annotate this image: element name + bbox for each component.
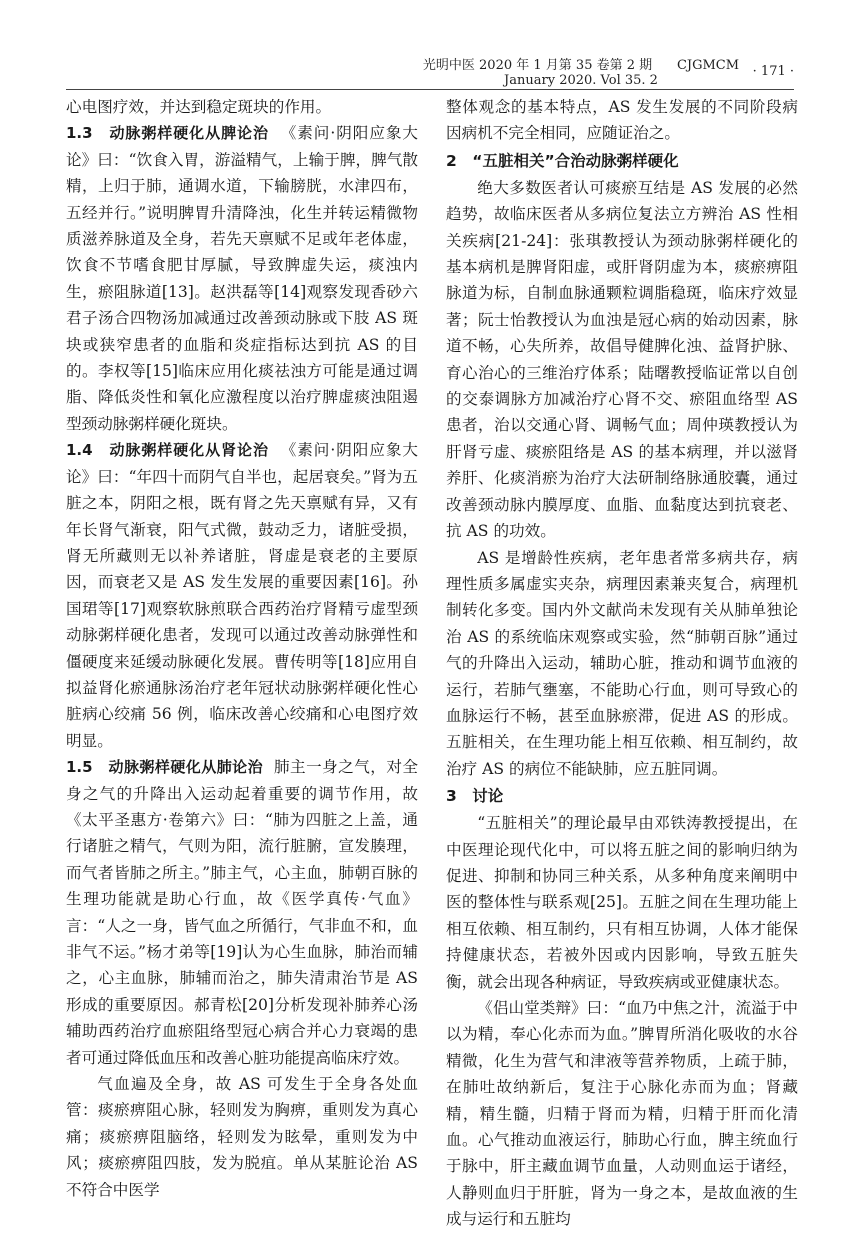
left-column bbox=[66, 94, 418, 1203]
paragraph: 绝大多数医者认可痰瘀互结是 AS 发展的必然趋势，故临床医者从多病位复法立方辨治 AS 性相关疾病[21-24]：张琪教授认为颈动脉粥样硬化的基本病机是脾肾阳虚，或肝肾阴虚为本，痰瘀痹阻脉道为标，自制血脉通颗粒调脂稳斑，临床疗效显著；阮士怡教授认为血浊是冠心病的始动因素，脉道不畅，心失所养，故倡导健脾化浊、益肾护脉、育心治心的三维治疗体系；陆曙教授临证常以自创的交泰调脉方加减治疗心肾不交、瘀阻血络型 AS 患者，治以交通心肾、调畅气血；周仲瑛教授认为肝肾亏虚、痰瘀阻络是 AS 的基本病理，并以滋肾养肝、化痰消瘀为治疗大法研制络脉通胶囊，通过改善颈动脉内膜厚度、血脂、血黏度达到抗衰老、抗 AS 的功效。 bbox=[446, 178, 798, 541]
section-heading: 1.5 动脉粥样硬化从肺论治 bbox=[66, 758, 264, 777]
paragraph: AS 是增龄性疾病，老年患者常多病共存，病理性质多属虚实夹杂，病理因素兼夹复合，病理机制转化多变。国内外文献尚未发现有关从肺单独论治 AS 的系统临床观察或实验，然“肺朝百脉”通过气的升降出入运动，辅助心脏，推动和调节血液的运行，若肺气壅塞，不能助心行血，则可导致心的血脉运行不畅，甚至血脉瘀滞，促进 AS 的形成。五脏相关，在生理功能上相互依赖、相互制约，故治疗 AS 的病位不能缺肺，应五脏同调。 bbox=[446, 548, 798, 778]
journal-title bbox=[409, 54, 752, 88]
section-1-5 bbox=[66, 754, 418, 1071]
section-body: 肺主一身之气，对全身之气的升降出入运动起着重要的调节作用，故《太平圣惠方·卷第六》曰：“肺为四脏之上盖，通行诸脏之精气，气则为阳，流行脏腑，宣发腠理，而气者皆肺之所主。”肺主气，心主血，肺朝百脉的生理功能就是助心行血，故《医学真传·气血》言：“人之一身，皆气血之所循行，气非血不和，血非气不运。”杨才弟等[19]认为心生血脉，肺治而辅之，心主血脉，肺辅而治之，肺失清肃治节是 AS 形成的重要原因。郝青松[20]分析发现补肺养心汤辅助西药治疗血瘀阻络型冠心病合并心力衰竭的患者可通过降低血压和改善心脏功能提高临床疗效。 bbox=[66, 758, 418, 1067]
paragraph: 心电图疗效，并达到稳定斑块的作用。 bbox=[66, 98, 332, 116]
header-rule bbox=[66, 89, 794, 90]
journal-cn: 光明中医 2020 年 1 月第 35 卷第 2 期 bbox=[422, 58, 653, 73]
journal-en: CJGMCM January 2020. Vol 35. 2 bbox=[504, 58, 740, 88]
section-body: 《素问·阴阳应象大论》曰：“年四十而阴气自半也，起居衰矣。”肾为五脏之本，阴阳之根，既有肾之先天禀赋有异，又有年长肾气渐衰，阳气式微，鼓动乏力，诸脏受损，肾无所藏则无以补养诸脏，肾虚是衰老的主要原因，而衰老又是 AS 发生发展的重要因素[16]。孙国珺等[17]观察软脉煎联合西药治疗肾精亏虚型颈动脉粥样硬化患者，发现可以通过改善动脉弹性和僵硬度来延缓动脉硬化发展。曹传明等[18]应用自拟益肾化瘀通脉汤治疗老年冠状动脉粥样硬化性心脏病心绞痛 56 例，临床改善心绞痛和心电图疗效明显。 bbox=[66, 441, 418, 750]
paragraph: 气血遍及全身，故 AS 可发生于全身各处血管：痰瘀痹阻心脉，轻则发为胸痹，重则发为真心痛；痰瘀痹阻脑络，轻则发为眩晕，重则发为中风；痰瘀痹阻四肢，发为脱疽。单从某脏论治 AS 不符合中医学 bbox=[66, 1075, 418, 1199]
section-1-3 bbox=[66, 120, 418, 437]
right-column bbox=[446, 94, 798, 1233]
paragraph: 《侣山堂类辩》曰：“血乃中焦之汁，流溢于中以为精，奉心化赤而为血。”脾胃所消化吸收的水谷精微，化生为营气和津液等营养物质，上疏于肺，在肺吐故纳新后，复注于心脉化赤而为血；肾藏精，精生髓，归精于肾而为精，归精于肝而化清血。心气推动血液运行，肺助心行血，脾主统血行于脉中，肝主藏血调节血量，人动则血运于诸经，人静则血归于肝脏，肾为一身之本，是故血液的生成与运行和五脏均 bbox=[446, 999, 798, 1229]
paragraph: “五脏相关”的理论最早由邓铁涛教授提出，在中医理论现代化中，可以将五脏之间的影响归纳为促进、抑制和协同三种关系，从多种角度来阐明中医的整体性与联系观[25]。五脏之间在生理功能上相互依赖、相互制约，只有相互协调，人体才能保持健康状态，若被外因或内因影响，导致五脏失衡，就会出现各种病证，导致疾病或亚健康状态。 bbox=[446, 814, 798, 991]
running-header bbox=[66, 58, 794, 88]
section-1-4 bbox=[66, 437, 418, 754]
section-heading: 1.3 动脉粥样硬化从脾论治 bbox=[66, 124, 269, 143]
section-body: 《素问·阴阳应象大论》曰：“饮食入胃，游溢精气，上输于脾，脾气散精，上归于肺，通调水道，下输膀胱，水津四布，五经并行。”说明脾胃升清降浊，化生并转运精微物质滋养脉道及全身，若先天禀赋不足或年老体虚，饮食不节嗜食肥甘厚腻，导致脾虚失运，痰浊内生，瘀阻脉道[13]。赵洪磊等[14]观察发现香砂六君子汤合四物汤加减通过改善颈动脉或下肢 AS 斑块或狭窄患者的血脂和炎症指标达到抗 AS 的目的。李权等[15]临床应用化痰祛浊方可能是通过调脂、降低炎性和氧化应激程度以治疗脾虚痰浊阻遏型颈动脉粥样硬化斑块。 bbox=[66, 124, 418, 433]
paragraph: 整体观念的基本特点，AS 发生发展的不同阶段病因病机不完全相同，应随证治之。 bbox=[446, 98, 798, 143]
section-3-heading: 3 讨论 bbox=[446, 787, 504, 806]
section-heading: 1.4 动脉粥样硬化从肾论治 bbox=[66, 441, 269, 460]
section-2-heading: 2 “五脏相关”合治动脉粥样硬化 bbox=[446, 151, 679, 170]
page-number: · 171 · bbox=[752, 63, 794, 79]
